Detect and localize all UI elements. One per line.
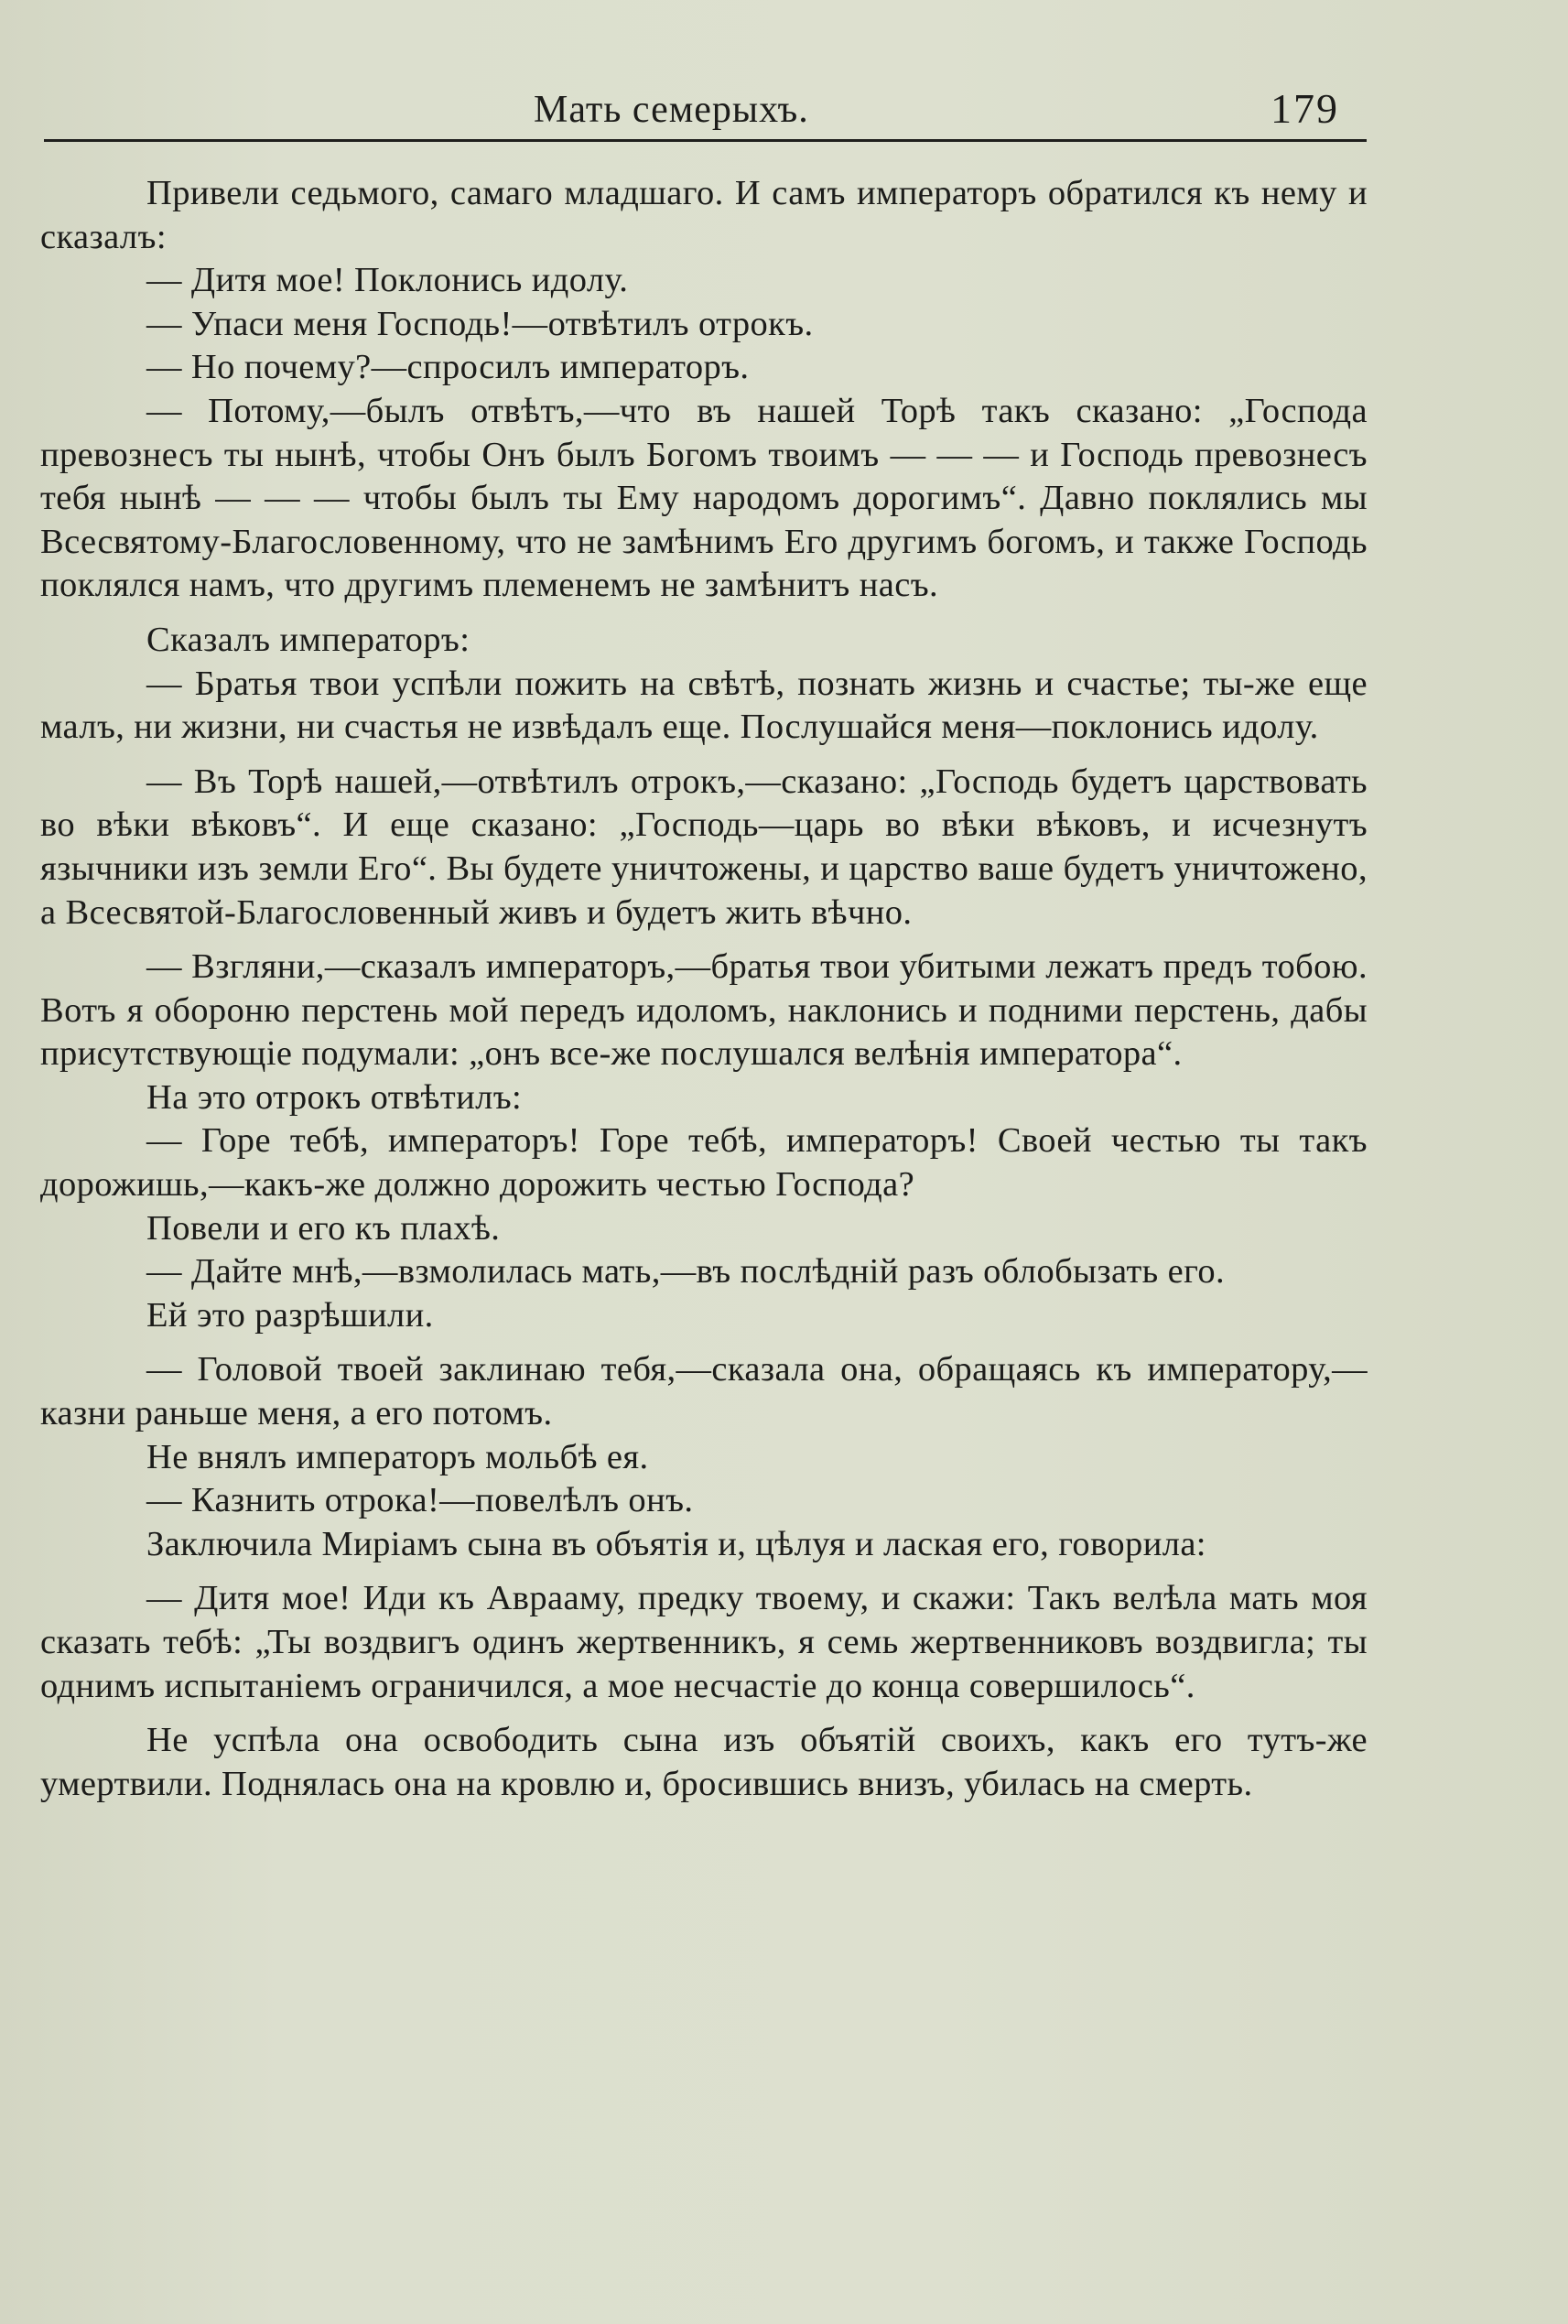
paragraph: — Дитя мое! Поклонись идолу.	[146, 261, 629, 300]
paragraph: — Братья твои успѣли пожить на свѣтѣ, познать жизнь и счастье; ты-же еще малъ, ни жизни, ни счастья не извѣдалъ еще. Послушайся меня—поклонись идолу.	[40, 664, 1368, 747]
paragraph: Привели седьмого, самаго младшаго. И самъ императоръ обратился къ нему и сказалъ:	[40, 174, 1368, 256]
paragraph: — Потому,—былъ отвѣтъ,—что въ нашей Торѣ такъ сказано: „Господа превознесъ ты нынѣ, чтобы Онъ былъ Богомъ твоимъ — — — и Господь превознесъ тебя нынѣ — — — чтобы былъ ты Ему народомъ дорогимъ“. Давно поклялись мы Всесвятому-Благословенному, что не замѣнимъ Его другимъ богомъ, и также Господь поклялся намъ, что другимъ племенемъ не замѣнитъ насъ.	[40, 391, 1368, 605]
paragraph: — Но почему?—спросилъ императоръ.	[146, 348, 750, 387]
paragraph: — Головой твоей заклинаю тебя,—сказала она, обращаясь къ императору,—казни раньше меня, а его потомъ.	[40, 1350, 1368, 1433]
paragraph: Заключила Миріамъ сына въ объятія и, цѣлуя и лаская его, говорила:	[146, 1524, 1206, 1563]
paragraph: Ей это разрѣшили.	[146, 1295, 434, 1335]
paragraph: — Упаси меня Господь!—отвѣтилъ отрокъ.	[146, 304, 814, 343]
paragraph: — Дитя мое! Иди къ Аврааму, предку твоему, и скажи: Такъ велѣла мать моя сказать тебѣ: „Ты воздвигъ одинъ жертвенникъ, я семь жертвенниковъ воздвигла; ты однимъ испытаніемъ ограничился, а мое несчастіе до конца совершилось“.	[40, 1579, 1368, 1705]
paragraph: Не внялъ императоръ мольбѣ ея.	[146, 1437, 649, 1476]
paragraph: Не успѣла она освободить сына изъ объятій своихъ, какъ его тутъ-же умертвили. Поднялась она на кровлю и, бросившись внизъ, убилась на смерть.	[40, 1721, 1368, 1803]
paragraph: — Въ Торѣ нашей,—отвѣтилъ отрокъ,—сказано: „Господь будетъ царствовать во вѣки вѣковъ“. И еще сказано: „Господь—царь во вѣки вѣковъ, и исчезнутъ язычники изъ земли Его“. Вы будете уничтожены, и царство ваше будетъ уничтожено, а Всесвятой-Благословенный живъ и будетъ жить вѣчно.	[40, 762, 1368, 932]
paragraph: Сказалъ императоръ:	[146, 620, 470, 659]
paragraph: На это отрокъ отвѣтилъ:	[146, 1077, 523, 1117]
running-head	[44, 82, 1367, 142]
running-title: Мать семерыхъ.	[534, 89, 809, 131]
page-number: 179	[1271, 85, 1339, 132]
body-text	[40, 172, 1368, 1806]
paragraph: — Горе тебѣ, императоръ! Горе тебѣ, императоръ! Своей честью ты такъ дорожишь,—какъ-же должно дорожить честью Господа?	[40, 1121, 1368, 1205]
paragraph: — Взгляни,—сказалъ императоръ,—братья твои убитыми лежатъ предъ тобою. Вотъ я обороню перстень мой передъ идоломъ, наклонись и подними перстень, дабы присутствующіе подумали: „онъ все-же послушался велѣнія императора“.	[40, 947, 1368, 1074]
paragraph: — Казнить отрока!—повелѣлъ онъ.	[146, 1481, 694, 1520]
paragraph: Повели и его къ плахѣ.	[146, 1208, 501, 1248]
paragraph: — Дайте мнѣ,—взмолилась мать,—въ послѣдній разъ облобызать его.	[146, 1252, 1226, 1292]
